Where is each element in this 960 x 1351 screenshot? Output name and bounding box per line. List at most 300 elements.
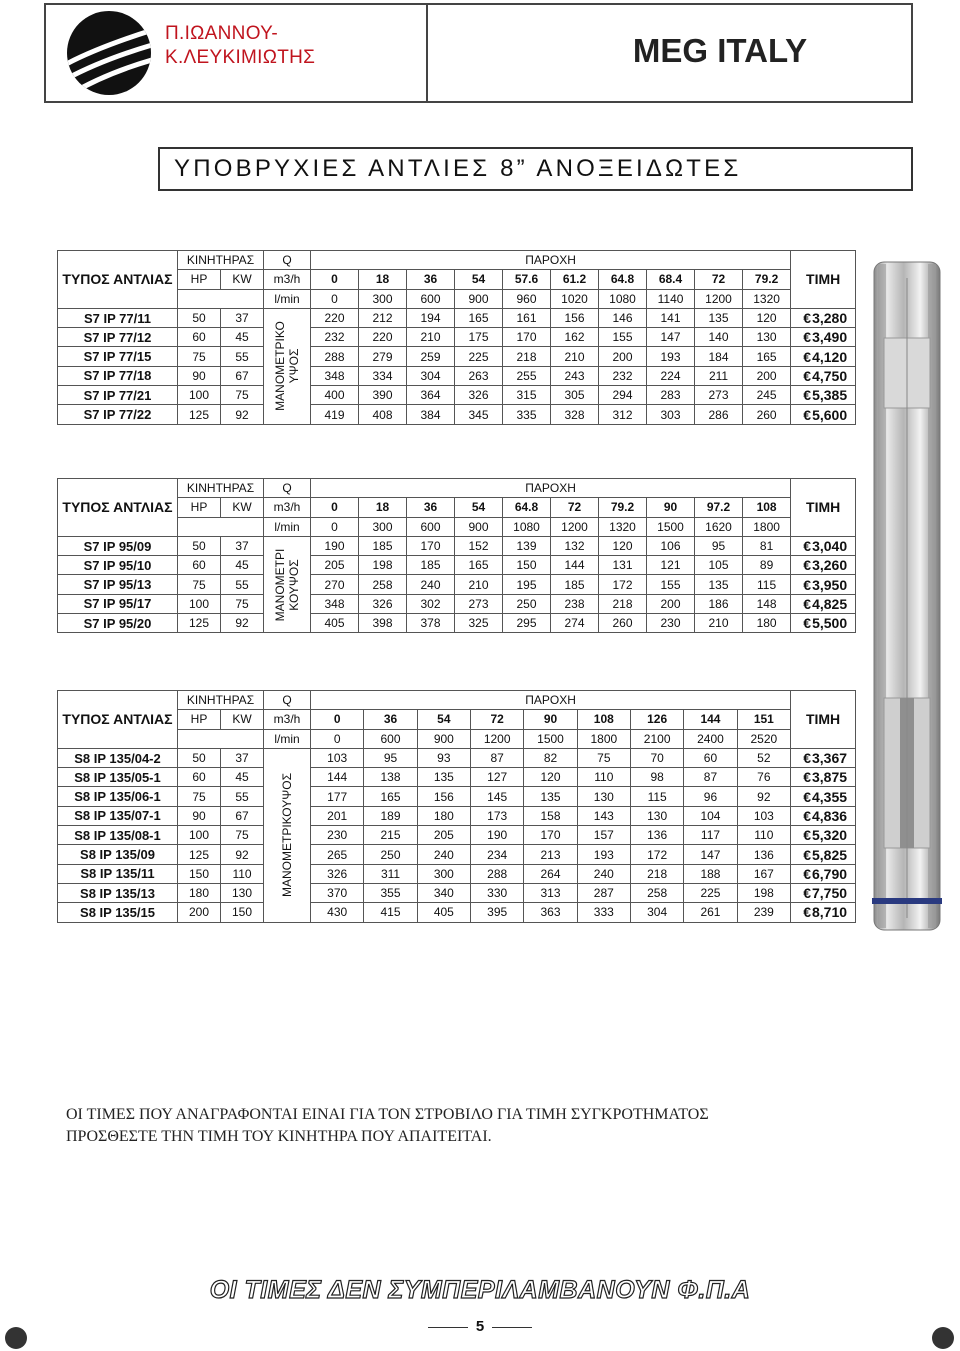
head-value-cell: 136 [737,845,790,864]
euro-icon: € [803,904,811,921]
company-line-2: Κ.ΛΕΥΚΙΜΙΩΤΗΣ [165,47,316,68]
kw-cell: 130 [221,883,264,902]
flow-lmin-cell: 1500 [647,517,695,536]
head-value-cell: 279 [359,347,407,366]
head-value-cell: 300 [417,864,470,883]
flow-m3h-cell: 90 [524,710,577,729]
head-value-cell: 162 [551,328,599,347]
manometric-head-cell [264,308,311,424]
head-value-cell: 132 [551,536,599,555]
header-row [58,289,856,308]
col-header-hp: HP [178,710,221,729]
euro-icon: € [803,827,811,844]
euro-icon: € [803,750,811,767]
header-row [58,729,856,748]
price-cell [791,347,856,366]
head-value-cell: 326 [311,864,364,883]
head-value-cell: 155 [599,328,647,347]
hp-cell: 125 [178,405,221,424]
pump-type-cell: S7 IP 77/11 [58,308,178,327]
head-value-cell: 333 [577,903,630,922]
head-value-cell: 211 [695,366,743,385]
head-value-cell: 245 [743,386,791,405]
kw-cell: 45 [221,556,264,575]
head-value-cell: 312 [599,405,647,424]
head-value-cell: 130 [743,328,791,347]
euro-icon: € [803,846,811,863]
company-logo-icon [64,8,154,98]
pump-type-cell: S8 IP 135/05-1 [58,768,178,787]
hp-cell: 60 [178,556,221,575]
pump-type-cell: S8 IP 135/11 [58,864,178,883]
company-line-1: Π.ΙΩΑΝΝΟΥ- [165,23,279,44]
table-row [58,614,856,633]
kw-cell: 37 [221,748,264,767]
head-value-cell: 302 [407,594,455,613]
flow-m3h-cell: 126 [630,710,683,729]
table-row [58,328,856,347]
flow-lmin-cell: 1800 [743,517,791,536]
head-value-cell: 165 [455,556,503,575]
head-value-cell: 115 [630,787,683,806]
flow-lmin-cell: 900 [455,289,503,308]
head-value-cell: 263 [455,366,503,385]
flow-lmin-cell: 2400 [684,729,737,748]
pump-type-cell: S7 IP 77/12 [58,328,178,347]
hp-cell: 50 [178,308,221,327]
head-value-cell: 212 [359,308,407,327]
head-value-cell: 225 [455,347,503,366]
table-row [58,366,856,385]
pump-type-cell: S8 IP 135/15 [58,903,178,922]
hp-cell: 90 [178,806,221,825]
euro-icon: € [803,367,812,384]
flow-m3h-cell: 18 [359,270,407,289]
head-value-cell: 75 [577,748,630,767]
head-value-cell: 145 [471,787,524,806]
head-value-cell: 335 [503,405,551,424]
head-value-cell: 273 [695,386,743,405]
flow-lmin-cell: 900 [455,517,503,536]
head-value-cell: 398 [359,614,407,633]
head-value-cell: 76 [737,768,790,787]
head-value-cell: 120 [599,536,647,555]
price-cell [791,826,856,845]
head-value-cell: 188 [684,864,737,883]
flow-m3h-cell: 36 [407,498,455,517]
head-value-cell: 218 [599,594,647,613]
flow-m3h-cell: 79.2 [743,270,791,289]
pump-type-cell: S8 IP 135/07-1 [58,806,178,825]
head-value-cell: 167 [737,864,790,883]
col-header-lmin: l/min [264,517,311,536]
head-value-cell: 265 [311,845,364,864]
price-value: 3,260 [812,557,848,574]
flow-lmin-cell: 1320 [599,517,647,536]
head-value-cell: 103 [737,806,790,825]
euro-icon: € [803,557,812,574]
pump-type-cell: S8 IP 135/13 [58,883,178,902]
col-header-q: Q [264,691,311,710]
table-row [58,845,856,864]
head-value-cell: 93 [417,748,470,767]
head-value-cell: 194 [407,308,455,327]
price-cell [791,328,856,347]
head-value-cell: 120 [743,308,791,327]
brand-name: MEG ITALY [632,32,808,69]
table-row [58,386,856,405]
flow-lmin-cell: 1620 [695,517,743,536]
flow-lmin-cell: 1020 [551,289,599,308]
head-value-cell: 258 [359,575,407,594]
flow-lmin-cell: 2100 [630,729,683,748]
price-cell [791,536,856,555]
price-value: 3,490 [812,329,848,346]
col-header-hp: HP [178,498,221,517]
price-value: 4,825 [812,595,848,612]
head-value-cell: 172 [599,575,647,594]
euro-icon: € [803,576,812,593]
price-value: 4,836 [812,807,848,824]
head-value-cell: 287 [577,883,630,902]
head-value-cell: 92 [737,787,790,806]
price-cell [791,575,856,594]
hp-cell: 75 [178,347,221,366]
head-value-cell: 82 [524,748,577,767]
head-value-cell: 230 [647,614,695,633]
kw-cell: 75 [221,386,264,405]
col-header-q: Q [264,251,311,270]
header-row [58,270,856,289]
kw-cell: 37 [221,536,264,555]
page-number-rule-right [492,1327,532,1328]
header-row [58,498,856,517]
head-value-cell: 305 [551,386,599,405]
price-value: 8,710 [812,904,848,921]
head-value-cell: 103 [311,748,364,767]
col-header-q: Q [264,479,311,498]
header-row [58,710,856,729]
flow-lmin-cell: 1080 [599,289,647,308]
col-header-motor: ΚΙΝΗΤΗΡΑΣ [178,691,264,710]
col-header-price: ΤΙΜΗ [791,251,856,309]
table-row [58,806,856,825]
flow-m3h-cell: 68.4 [647,270,695,289]
flow-m3h-cell: 79.2 [599,498,647,517]
euro-icon: € [803,769,811,786]
head-value-cell: 135 [524,787,577,806]
col-header-flow: ΠΑΡΟΧΗ [311,691,791,710]
col-header-m3h: m3/h [264,710,311,729]
head-value-cell: 345 [455,405,503,424]
head-value-cell: 304 [630,903,683,922]
head-value-cell: 158 [524,806,577,825]
head-value-cell: 135 [695,308,743,327]
flow-lmin-cell: 1140 [647,289,695,308]
head-value-cell: 186 [695,594,743,613]
head-value-cell: 70 [630,748,683,767]
head-value-cell: 348 [311,366,359,385]
pump-type-cell: S8 IP 135/04-2 [58,748,178,767]
flow-m3h-cell: 64.8 [503,498,551,517]
head-value-cell: 313 [524,883,577,902]
kw-cell: 45 [221,768,264,787]
flow-m3h-cell: 90 [647,498,695,517]
flow-m3h-cell: 72 [695,270,743,289]
pump-type-cell: S7 IP 77/21 [58,386,178,405]
head-value-cell: 148 [743,594,791,613]
head-value-cell: 259 [407,347,455,366]
corner-mark-left-icon [5,1327,27,1349]
flow-m3h-cell: 97.2 [695,498,743,517]
price-cell [791,787,856,806]
head-value-cell: 201 [311,806,364,825]
price-value: 5,500 [812,615,848,632]
head-value-cell: 127 [471,768,524,787]
head-value-cell: 224 [647,366,695,385]
flow-m3h-cell: 151 [737,710,790,729]
flow-m3h-cell: 108 [577,710,630,729]
flow-lmin-cell: 960 [503,289,551,308]
flow-lmin-cell: 0 [311,517,359,536]
hp-cell: 60 [178,328,221,347]
price-value: 3,367 [812,750,848,767]
head-value-cell: 177 [311,787,364,806]
pump-type-cell: S8 IP 135/08-1 [58,826,178,845]
head-value-cell: 190 [471,826,524,845]
col-header-type: ΤΥΠΟΣ ΑΝΤΛΙΑΣ [58,479,178,537]
flow-lmin-cell: 1500 [524,729,577,748]
head-value-cell: 147 [647,328,695,347]
kw-cell: 55 [221,347,264,366]
price-note-line-1: ΟΙ ΤΙΜΕΣ ΠΟΥ ΑΝΑΓΡΑΦΟΝΤΑΙ ΕΙΝΑΙ ΓΙΑ ΤΟΝ ΣΤΡΟΒΙΛΟ ΓΙΑ ΤΙΜΗ ΣΥΓΚΡΟΤΗΜΑΤΟΣ [66,1106,709,1123]
flow-m3h-cell: 0 [311,710,364,729]
head-value-cell: 240 [407,575,455,594]
flow-m3h-cell: 18 [359,498,407,517]
price-cell [791,806,856,825]
head-value-cell: 239 [737,903,790,922]
head-value-cell: 286 [695,405,743,424]
euro-icon: € [803,329,812,346]
head-value-cell: 430 [311,903,364,922]
head-value-cell: 60 [684,748,737,767]
head-value-cell: 135 [695,575,743,594]
table-row [58,748,856,767]
price-note-line-2: ΠΡΟΣΘΕΣΤΕ ΤΗΝ ΤΙΜΗ ΤΟΥ ΚΙΝΗΤΗΡΑ ΠΟΥ ΑΠΑΙΤΕΙΤΑΙ. [66,1128,492,1145]
price-value: 5,825 [812,846,848,863]
price-cell [791,748,856,767]
head-value-cell: 104 [684,806,737,825]
header-row [58,691,856,710]
hp-cell: 75 [178,575,221,594]
head-value-cell: 95 [695,536,743,555]
head-value-cell: 220 [311,308,359,327]
pump-type-cell: S7 IP 77/22 [58,405,178,424]
head-value-cell: 110 [737,826,790,845]
euro-icon: € [803,538,812,555]
price-value: 3,280 [812,310,848,327]
flow-m3h-cell: 54 [455,498,503,517]
table-row [58,883,856,902]
price-note [66,1104,709,1148]
head-value-cell: 355 [364,883,417,902]
price-cell [791,386,856,405]
head-value-cell: 384 [407,405,455,424]
vat-notice: ΟΙ ΤΙΜΕΣ ΔΕΝ ΣΥΜΠΕΡΙΛΑΜΒΑΝΟΥΝ Φ.Π.Α [209,1276,751,1304]
head-value-cell: 136 [630,826,683,845]
hp-cell: 125 [178,845,221,864]
pump-type-cell: S7 IP 77/15 [58,347,178,366]
flow-lmin-cell: 300 [359,517,407,536]
table-row [58,787,856,806]
price-value: 4,120 [812,348,848,365]
head-value-cell: 315 [503,386,551,405]
price-cell [791,308,856,327]
pump-illustration [862,258,952,934]
head-value-cell: 170 [503,328,551,347]
hp-cell: 90 [178,366,221,385]
col-header-hp: HP [178,270,221,289]
head-value-cell: 172 [630,845,683,864]
pump-type-cell: S7 IP 95/10 [58,556,178,575]
head-value-cell: 198 [737,883,790,902]
kw-cell: 55 [221,787,264,806]
euro-icon: € [803,788,811,805]
euro-icon: € [803,310,812,327]
head-value-cell: 156 [417,787,470,806]
flow-m3h-cell: 72 [551,498,599,517]
price-value: 7,750 [812,885,848,902]
manometric-head-label: ΜΑΝΟΜΕΤΡΙ ΚΟΥΨΟΣ [273,548,302,621]
euro-icon: € [803,615,812,632]
head-value-cell: 232 [599,366,647,385]
price-value: 3,040 [812,538,848,555]
head-value-cell: 138 [364,768,417,787]
head-value-cell: 328 [551,405,599,424]
head-value-cell: 156 [551,308,599,327]
manometric-head-label: ΜΑΝΟΜΕΤΡΙΚΟ ΥΨΟΣ [273,321,302,412]
head-value-cell: 190 [311,536,359,555]
head-value-cell: 326 [359,594,407,613]
flow-m3h-cell: 54 [417,710,470,729]
pump-type-cell: S7 IP 95/09 [58,536,178,555]
head-value-cell: 147 [684,845,737,864]
col-header-flow: ΠΑΡΟΧΗ [311,251,791,270]
flow-lmin-cell: 1080 [503,517,551,536]
head-value-cell: 205 [417,826,470,845]
head-value-cell: 390 [359,386,407,405]
head-value-cell: 200 [647,594,695,613]
price-value: 4,355 [812,788,848,805]
head-value-cell: 348 [311,594,359,613]
head-value-cell: 240 [577,864,630,883]
col-header-kw: KW [221,498,264,517]
head-value-cell: 144 [311,768,364,787]
head-value-cell: 215 [364,826,417,845]
head-value-cell: 378 [407,614,455,633]
table-row [58,405,856,424]
kw-cell: 110 [221,864,264,883]
table-row [58,308,856,327]
head-value-cell: 294 [599,386,647,405]
head-value-cell: 152 [455,536,503,555]
price-value: 5,385 [812,387,848,404]
flow-m3h-cell: 72 [471,710,524,729]
page-title: ΥΠΟΒΡΥΧΙΕΣ ΑΝΤΛΙΕΣ 8” ΑΝΟΞΕΙΔΩΤΕΣ [158,147,913,191]
head-value-cell: 270 [311,575,359,594]
price-cell [791,366,856,385]
flow-m3h-cell: 64.8 [599,270,647,289]
head-value-cell: 184 [695,347,743,366]
head-value-cell: 408 [359,405,407,424]
pump-type-cell: S7 IP 95/17 [58,594,178,613]
head-value-cell: 87 [684,768,737,787]
head-value-cell: 243 [551,366,599,385]
flow-lmin-cell: 1200 [551,517,599,536]
head-value-cell: 210 [695,614,743,633]
kw-cell: 55 [221,575,264,594]
col-header-m3h: m3/h [264,270,311,289]
euro-icon: € [803,807,811,824]
flow-lmin-cell: 1200 [471,729,524,748]
head-value-cell: 405 [311,614,359,633]
flow-m3h-cell: 54 [455,270,503,289]
head-value-cell: 234 [471,845,524,864]
head-value-cell: 195 [503,575,551,594]
head-value-cell: 230 [311,826,364,845]
head-value-cell: 170 [407,536,455,555]
price-cell [791,614,856,633]
col-header-type: ΤΥΠΟΣ ΑΝΤΛΙΑΣ [58,251,178,309]
head-value-cell: 218 [503,347,551,366]
price-cell [791,883,856,902]
head-value-cell: 198 [359,556,407,575]
pump-type-cell: S7 IP 95/20 [58,614,178,633]
head-value-cell: 157 [577,826,630,845]
flow-m3h-cell: 57.6 [503,270,551,289]
head-value-cell: 180 [417,806,470,825]
col-header-kw: KW [221,270,264,289]
head-value-cell: 117 [684,826,737,845]
head-value-cell: 258 [630,883,683,902]
head-value-cell: 141 [647,308,695,327]
hp-cell: 125 [178,614,221,633]
kw-cell: 92 [221,405,264,424]
head-value-cell: 165 [455,308,503,327]
head-value-cell: 155 [647,575,695,594]
head-value-cell: 143 [577,806,630,825]
flow-lmin-cell: 1200 [695,289,743,308]
head-value-cell: 415 [364,903,417,922]
flow-m3h-cell: 0 [311,498,359,517]
head-value-cell: 161 [503,308,551,327]
col-header-flow: ΠΑΡΟΧΗ [311,479,791,498]
table-row [58,594,856,613]
head-value-cell: 193 [647,347,695,366]
col-header-type: ΤΥΠΟΣ ΑΝΤΛΙΑΣ [58,691,178,749]
page-number-rule-left [428,1327,468,1328]
price-cell [791,556,856,575]
manometric-head-label: ΜΑΝΟΜΕΤΡΙΚΟΥΨΟΣ [280,773,295,898]
head-value-cell: 274 [551,614,599,633]
price-value: 5,320 [812,827,848,844]
euro-icon: € [803,865,811,882]
head-value-cell: 175 [455,328,503,347]
head-value-cell: 173 [471,806,524,825]
price-table-s7-ip77 [57,250,856,425]
pump-type-cell: S8 IP 135/09 [58,845,178,864]
head-value-cell: 220 [359,328,407,347]
